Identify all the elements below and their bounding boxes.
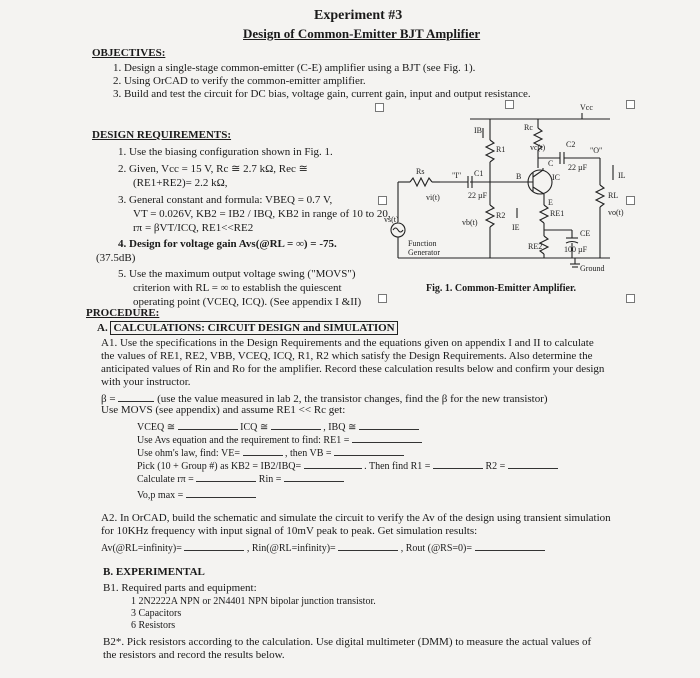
r1-label: . Then find R1 =	[364, 461, 431, 472]
label-vi: vi(t)	[426, 193, 440, 202]
selection-handle[interactable]	[626, 196, 635, 205]
rin-label: Rin =	[258, 474, 282, 485]
kb2-label: Pick (10 + Group #) as KB2 = IB2/IBQ=	[137, 461, 302, 472]
label-il: IL	[618, 171, 626, 180]
ibq-label: , IBQ ≅	[323, 422, 357, 433]
vceq-field[interactable]	[178, 419, 238, 430]
label-vc: vc(t)	[530, 143, 546, 152]
b1-heading: B1. Required parts and equipment:	[103, 582, 257, 594]
experiment-number: Experiment #3	[314, 8, 403, 23]
label-vs: vs(t)	[384, 215, 399, 224]
requirement-3-formula: rπ = βVT/ICQ, RE1<<RE2	[133, 222, 254, 234]
vb-label: , then VB =	[285, 448, 332, 459]
a2-line-1: A2. In OrCAD, build the schematic and simulate the circuit to verify the Av of the design using transient simulation	[101, 512, 611, 524]
icq-label: ICQ ≅	[240, 422, 269, 433]
requirement-4: 4. Design for voltage gain Avs(@RL = ∞) = -75.	[118, 238, 337, 250]
vomax-line	[137, 487, 256, 502]
requirement-3: 3. General constant and formula: VBEQ = 0.7 V,	[118, 194, 333, 206]
requirement-3-cont: VT = 0.026V, KB2 = IB2 / IBQ, KB2 in range of 10 to 20,	[133, 208, 391, 220]
icq-field[interactable]	[271, 419, 321, 430]
label-c: C	[548, 159, 554, 168]
ve-field[interactable]	[243, 445, 283, 456]
label-c1-value: 22 µF	[468, 191, 488, 200]
a2-results	[101, 540, 545, 555]
label-b: B	[516, 172, 522, 181]
procedure-heading: PROCEDURE:	[86, 307, 160, 319]
vceq-label: VCEQ ≅	[137, 422, 176, 433]
label-generator-1: Function	[408, 239, 437, 248]
a2-line-2: for 10KHz frequency with input signal of 10mV peak to peak. Get simulation results:	[101, 525, 478, 537]
selection-handle[interactable]	[378, 196, 387, 205]
selection-handle[interactable]	[378, 294, 387, 303]
a1-line-3: anticipated values of Rin and Ro for the amplifier. Record these calculation results below and confirm your design	[101, 363, 605, 375]
b2-line-1: B2*. Pick resistors according to the calculation. Use digital multimeter (DMM) to measure the actual values of	[103, 636, 592, 648]
part-item: 6 Resistors	[131, 620, 176, 631]
rin-sim-field[interactable]	[338, 540, 398, 551]
rout-label: , Rout (@RS=0)=	[400, 543, 473, 554]
requirement-4-db: (37.5dB)	[96, 252, 136, 264]
r2-field[interactable]	[508, 458, 558, 469]
a1-line-4: with your instructor.	[101, 376, 191, 388]
selection-handle[interactable]	[626, 100, 635, 109]
label-c2-value: 22 µF	[568, 163, 588, 172]
rpi-line	[137, 471, 344, 486]
rin-field[interactable]	[284, 471, 344, 482]
requirement-5-cont: criterion with RL = ∞ to establish the quiescent	[133, 282, 342, 294]
vomax-label: Vo,p max =	[137, 490, 184, 501]
requirement-5-cont2: operating point (VCEQ, ICQ). (See appendix I &II)	[133, 296, 362, 308]
beta-note: (use the value measured in lab 2, the transistor changes, find the β for the new transistor)	[157, 393, 548, 405]
rout-field[interactable]	[475, 540, 545, 551]
b2-line-2: the resistors and record the results below.	[103, 649, 285, 661]
objective-item: 1. Design a single-stage common-emitter (C-E) amplifier using a BJT (see Fig. 1).	[113, 62, 476, 74]
beta-field[interactable]	[118, 391, 154, 402]
label-ground: Ground	[580, 264, 605, 273]
part-a	[97, 322, 398, 335]
selection-handle[interactable]	[626, 294, 635, 303]
requirement-2-cont: (RE1+RE2)= 2.2 kΩ,	[133, 177, 228, 189]
label-e: E	[548, 198, 553, 207]
part-item: 1 2N2222A NPN or 2N4401 NPN bipolar junction transistor.	[131, 596, 376, 607]
label-rc: Rc	[524, 123, 533, 132]
av-label: Av(@RL=infinity)=	[101, 543, 182, 554]
label-re2: RE2	[528, 242, 543, 251]
av-field[interactable]	[184, 540, 244, 551]
vomax-field[interactable]	[186, 487, 256, 498]
label-o: "O"	[590, 146, 603, 155]
label-vb: vb(t)	[462, 218, 478, 227]
label-vcc: Vcc	[580, 103, 593, 112]
avs-label: Use Avs equation and the requirement to find: RE1 =	[137, 435, 350, 446]
label-rl: RL	[608, 191, 619, 200]
label-r1: R1	[496, 145, 506, 154]
page-title: Design of Common-Emitter BJT Amplifier	[243, 26, 481, 41]
label-r2: R2	[496, 211, 506, 220]
objective-item: 3. Build and test the circuit for DC bias, voltage gain, current gain, input and output resistance.	[113, 88, 531, 100]
figure-caption: Fig. 1. Common-Emitter Amplifier.	[426, 283, 576, 294]
objective-item: 2. Using OrCAD to verify the common-emitter amplifier.	[113, 75, 366, 87]
selection-handle[interactable]	[375, 103, 384, 112]
requirement-2: 2. Given, Vcc = 15 V, Rc ≅ 2.7 kΩ, Rec ≅	[118, 163, 308, 175]
label-vo: vo(t)	[608, 208, 624, 217]
label-generator-2: Generator	[408, 248, 440, 257]
a1-line-2: the values of RE1, RE2, VBB, VCEQ, ICQ, R1, R2 which satisfy the Design Requirements. Also determine the	[101, 350, 593, 362]
design-requirements-heading: DESIGN REQUIREMENTS:	[92, 129, 232, 141]
movs-line: Use MOVS (see appendix) and assume RE1 << Rc get:	[101, 404, 346, 416]
requirement-5: 5. Use the maximum output voltage swing ("MOVS")	[118, 268, 356, 280]
rpi-field[interactable]	[196, 471, 256, 482]
label-ic: IC	[552, 173, 560, 182]
requirement-1: 1. Use the biasing configuration shown in Fig. 1.	[118, 146, 333, 158]
label-re1: RE1	[550, 209, 565, 218]
objectives-heading: OBJECTIVES:	[92, 47, 166, 59]
rpi-label: Calculate rπ =	[137, 474, 194, 485]
part-a-title: CALCULATIONS: CIRCUIT DESIGN and SIMULATION	[110, 321, 397, 335]
label-c1: C1	[474, 169, 484, 178]
experimental-heading: B. EXPERIMENTAL	[103, 566, 205, 578]
part-a-label: A.	[97, 322, 108, 334]
rin-sim-label: , Rin(@RL=infinity)=	[246, 543, 336, 554]
re1-field[interactable]	[352, 432, 422, 443]
label-ce: CE	[580, 229, 591, 238]
selection-handle[interactable]	[505, 100, 514, 109]
ibq-field[interactable]	[359, 419, 419, 430]
label-ib1: IB	[474, 126, 482, 135]
r2-label: R2 =	[485, 461, 506, 472]
label-ce-value: 100 µF	[564, 245, 588, 254]
part-item: 3 Capacitors	[131, 608, 182, 619]
label-rs: Rs	[416, 167, 425, 176]
a1-line-1: A1. Use the specifications in the Design Requirements and the equations given on appendix I and II to calculate	[101, 337, 594, 349]
beta-label: β =	[101, 393, 116, 405]
label-ie: IE	[512, 223, 520, 232]
ve-label: Use ohm's law, find: VE=	[137, 448, 240, 459]
vb-field[interactable]	[334, 445, 404, 456]
kb2-field[interactable]	[304, 458, 362, 469]
label-i: "I"	[452, 171, 462, 180]
r1-field[interactable]	[433, 458, 483, 469]
label-c2: C2	[566, 140, 576, 149]
